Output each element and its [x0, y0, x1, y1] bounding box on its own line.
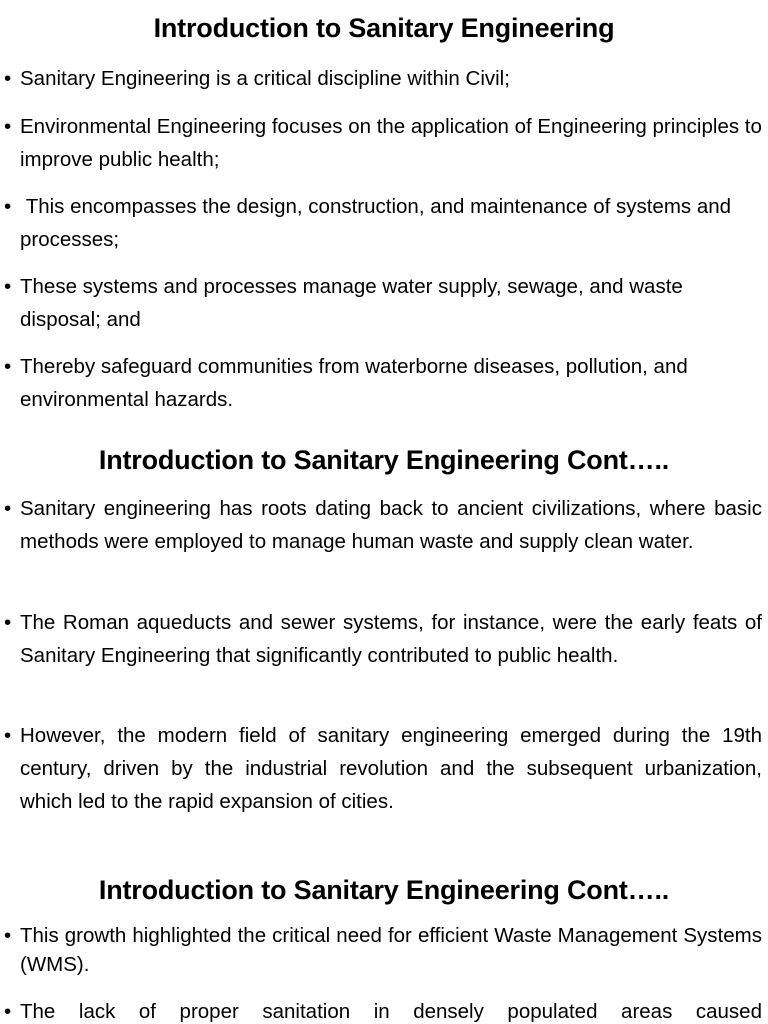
section-1-bullet-5: • Thereby safeguard communities from waterborne diseases, pollution, and environmental hazards.	[4, 350, 762, 416]
section-1-bullet-4: • These systems and processes manage water supply, sewage, and waste disposal; and	[4, 270, 762, 336]
section-2-bullet-2: • The Roman aqueducts and sewer systems, for instance, were the early feats of Sanitary Engineering that significantly contributed to public health.	[4, 606, 762, 672]
bullet-dot: •	[4, 67, 12, 90]
bullet-dot: •	[4, 355, 12, 378]
section-3-title: Introduction to Sanitary Engineering Cont…..	[98, 875, 670, 905]
bullet-dot: •	[4, 1000, 12, 1023]
section-3-bullet-1: • This growth highlighted the critical need for efficient Waste Management Systems (WMS).	[4, 921, 762, 979]
bullet-dot: •	[4, 275, 12, 298]
bullet-dot: •	[4, 497, 12, 520]
section-3-bullet-2: • The lack of proper sanitation in densely populated areas caused	[4, 995, 762, 1024]
section-2-bullet-1: • Sanitary engineering has roots dating back to ancient civilizations, where basic methods were employed to manage human waste and supply clean water.	[4, 492, 762, 558]
section-1-bullet-1: • Sanitary Engineering is a critical discipline within Civil;	[4, 62, 762, 95]
bullet-dot: •	[4, 115, 12, 138]
section-2-bullet-3: • However, the modern field of sanitary engineering emerged during the 19th century, driven by the industrial revolution and the subsequent urbanization, which led to the rapid expansion of cities.	[4, 719, 762, 818]
section-1-bullet-3: • This encompasses the design, construction, and maintenance of systems and processes;	[4, 190, 762, 256]
bullet-dot: •	[4, 611, 12, 634]
bullet-dot: •	[4, 924, 12, 947]
bullet-dot: •	[4, 195, 12, 218]
bullet-dot: •	[4, 724, 12, 747]
section-1-bullet-2: • Environmental Engineering focuses on the application of Engineering principles to improve public health;	[4, 110, 762, 176]
section-1-title: Introduction to Sanitary Engineering	[153, 13, 615, 43]
section-2-title: Introduction to Sanitary Engineering Cont…..	[98, 445, 670, 475]
